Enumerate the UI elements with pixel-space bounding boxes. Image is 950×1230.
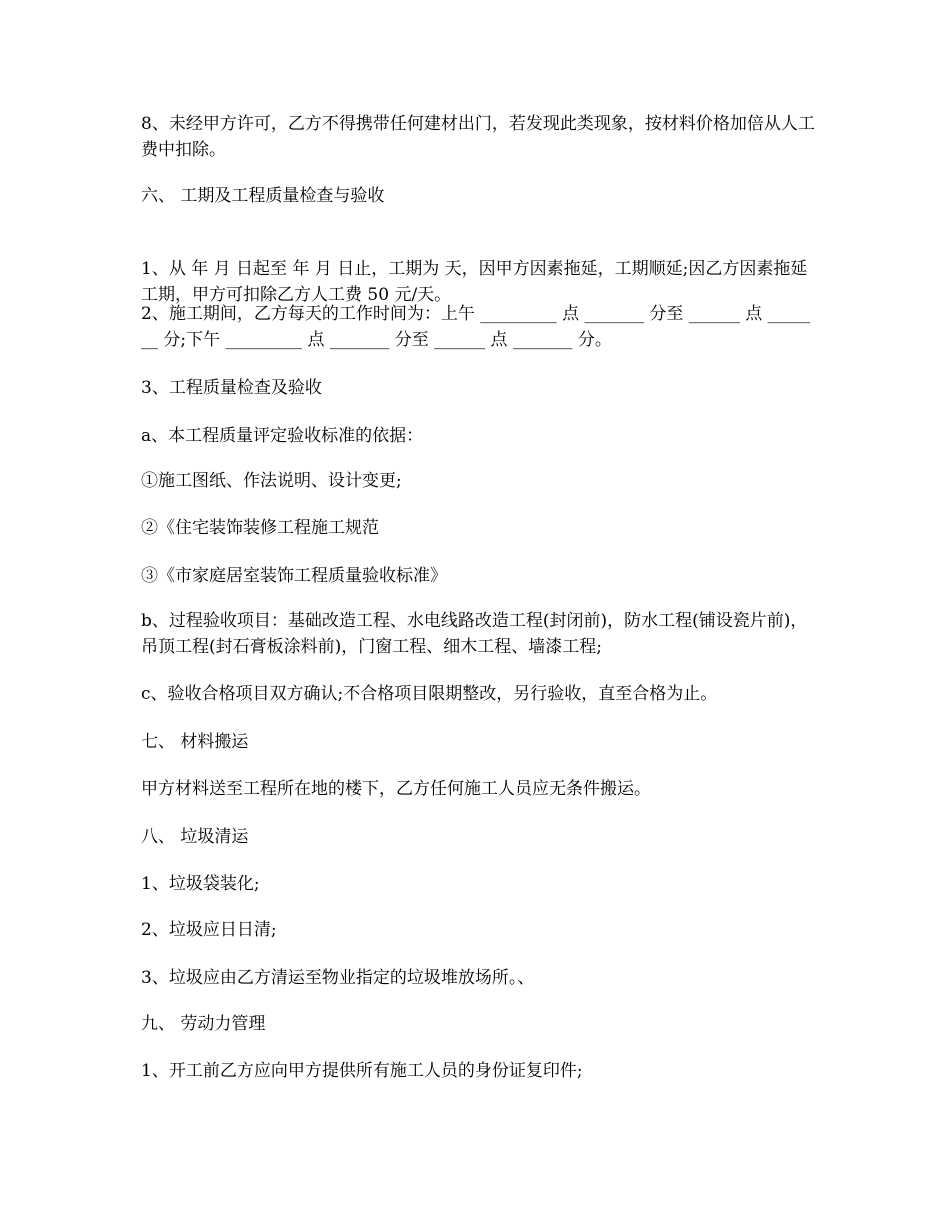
clause-8-no-materials-out: 8、未经甲方许可，乙方不得携带任何建材出门，若发现此类现象，按材料价格加倍从人工费中扣除。 xyxy=(141,114,815,160)
item-c-confirmation: c、验收合格项目双方确认;不合格项目限期整改，另行验收，直至合格为止。 xyxy=(141,684,718,704)
clause-3-quality-heading: 3、工程质量检查及验收 xyxy=(141,378,322,398)
garbage-item-1: 1、垃圾袋装化; xyxy=(141,874,260,894)
section-7-heading: 七、 材料搬运 xyxy=(141,732,249,752)
material-transport-text: 甲方材料送至工程所在地的楼下，乙方任何施工人员应无条件搬运。 xyxy=(141,779,651,799)
item-standard-2: ②《住宅装饰装修工程施工规范 xyxy=(141,518,379,538)
section-6-heading: 六、 工期及工程质量检查与验收 xyxy=(141,186,385,206)
item-b-process-acceptance: b、过程验收项目：基础改造工程、水电线路改造工程(封闭前)，防水工程(铺设瓷片前)，吊顶工程(封石膏板涂料前)，门窗工程、细木工程、墙漆工程; xyxy=(141,611,808,657)
garbage-item-2: 2、垃圾应日日清; xyxy=(141,920,277,940)
item-standard-3: ③《市家庭居室装饰工程质量验收标准》 xyxy=(141,566,447,586)
garbage-item-3: 3、垃圾应由乙方清运至物业指定的垃圾堆放场所。、 xyxy=(141,968,535,988)
clause-2-working-hours: 2、施工期间，乙方每天的工作时间为：上午 _________ 点 _______ 分至 ______ 点 _______ 分;下午 _________ 点 _______ 分至 ______ 点 _______ 分。 xyxy=(141,304,811,350)
section-8-heading: 八、 垃圾清运 xyxy=(141,827,249,847)
labor-item-1: 1、开工前乙方应向甲方提供所有施工人员的身份证复印件; xyxy=(141,1061,583,1081)
item-standard-1: ①施工图纸、作法说明、设计变更; xyxy=(141,471,402,491)
clause-1-schedule: 1、从 年 月 日起至 年 月 日止，工期为 天，因甲方因素拖延，工期顺延;因乙方因素拖延工期，甲方可扣除乙方人工费 50 元/天。 xyxy=(141,259,808,305)
item-a-standards: a、本工程质量评定验收标准的依据： xyxy=(141,426,424,446)
section-9-heading: 九、 劳动力管理 xyxy=(141,1014,266,1034)
